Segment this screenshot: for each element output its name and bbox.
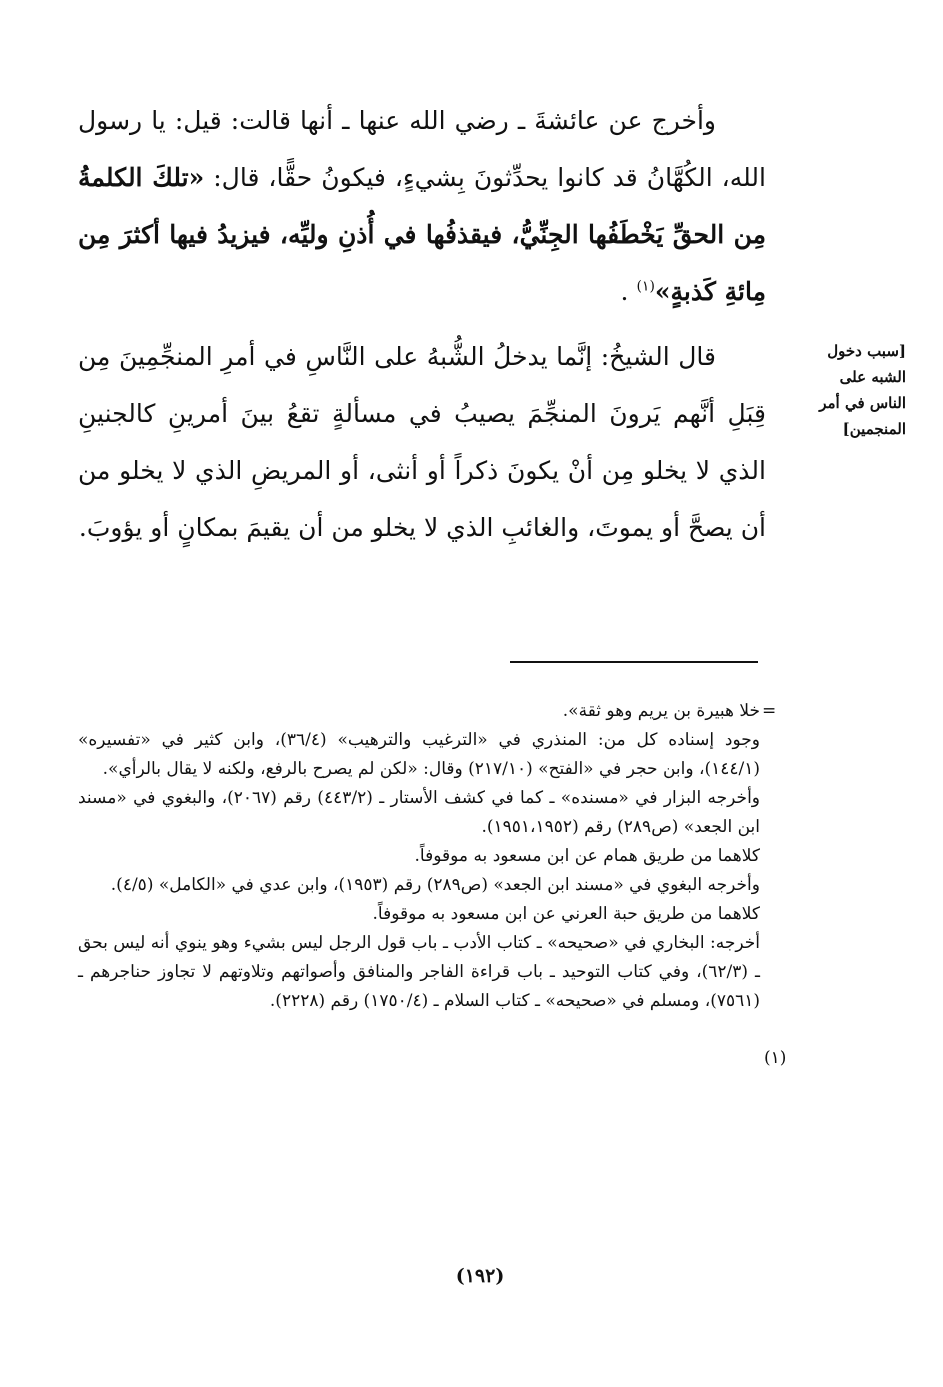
footnote-line: كلاهما من طريق همام عن ابن مسعود به موقوفاً.	[414, 846, 760, 866]
footnote-line: خلا هبيرة بن يريم وهو ثقة».	[562, 701, 760, 721]
hadith-quote: «تلكَ الكلمةُ مِن الحقِّ يَخْطَفُها الجِنِّيُّ، فيقذفُها في أُذنِ وليِّه، فيزيدُ فيها أكثرَ مِن مِائةِ كَذبةٍ»	[78, 163, 766, 306]
margin-note: [سبب دخول الشبه على الناس في أمر المنجمين]	[819, 342, 906, 438]
page-number: (١٩٢)	[455, 1265, 505, 1287]
footnote-1-text: أخرجه: البخاري في «صحيحه» ـ كتاب الأدب ـ باب قول الرجل ليس بشيء وهو ينوي أنه ليس بحق ـ (٦٢/٣)، وفي كتاب التوحيد ـ باب قراءة الفاجر والمنافق وأصواتهم وتلاوتهم لا تجاوز حناجرهم ـ (٧٥٦١)، ومسلم في «صحيحه» ـ كتاب السلام ـ (١٧٥٠/٤) رقم (٢٢٢٨).	[78, 933, 760, 1011]
main-text	[78, 92, 766, 556]
footnotes	[78, 697, 760, 1016]
paragraph-end: .	[620, 277, 637, 306]
hadith-intro: وأخرج عن عائشةَ ـ رضي الله عنها ـ أنها قالت: قيل: يا رسول الله، الكُهَّانُ قد كانوا يحدِّثونَ بِشيءٍ، فيكونُ حقًّا، قال:	[78, 106, 766, 192]
paragraph-aisha-hadith	[78, 92, 766, 320]
footnote-separator	[510, 661, 758, 663]
paragraph-shaykh: قال الشيخُ: إنَّما يدخلُ الشُّبهُ على النَّاسِ في أمرِ المنجِّمِينَ مِن قِبَلِ أنَّهم يَرونَ المنجِّمَ يصيبُ في مسألةٍ تقعُ بينَ أمرينِ كالجنينِ الذي لا يخلو مِن أنْ يكونَ ذكراً أو أنثى، أو المريضِ الذي لا يخلو من أن يصحَّ أو يموتَ، والغائبِ الذي لا يخلو من أن يقيمَ بمكانٍ أو يؤوبَ.	[78, 342, 766, 542]
footnote-1-marker: (١)	[764, 1048, 787, 1068]
footnote-ref-1: (١)	[636, 278, 655, 295]
footnote-line: وجود إسناده كل من: المنذري في «الترغيب والترهيب» (٣٦/٤)، وابن كثير في «تفسيره» (١٤٤/١)، وابن حجر في «الفتح» (٢١٧/١٠) وقال: «لكن لم يصرح بالرفع، ولكنه لا يقال بالرأي».	[78, 730, 760, 779]
footnote-line: وأخرجه البزار في «مسنده» ـ كما في كشف الأستار ـ (٤٤٣/٢) رقم (٢٠٦٧)، والبغوي في «مسند ابن الجعد» (ص٢٨٩) رقم (١٩٥١،١٩٥٢).	[78, 788, 760, 837]
footnote-line: وأخرجه البغوي في «مسند ابن الجعد» (ص٢٨٩) رقم (١٩٥٣)، وابن عدي في «الكامل» (٤/٥).	[110, 875, 760, 895]
footnote-line: كلاهما من طريق حبة العرني عن ابن مسعود به موقوفاً.	[372, 904, 760, 924]
continuation-marker: =	[762, 701, 777, 721]
